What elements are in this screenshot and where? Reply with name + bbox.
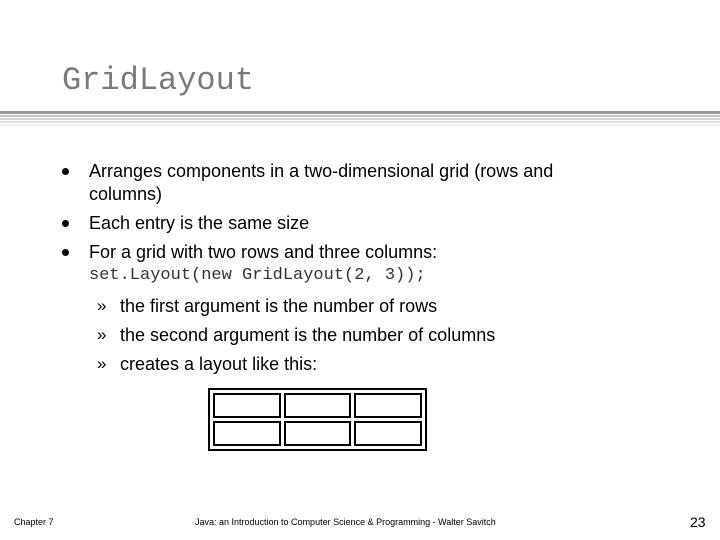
bullet-item xyxy=(62,212,622,235)
footer-book-title: Java: an Introduction to Computer Science & Programming - Walter Savitch xyxy=(195,517,496,527)
bullet-list xyxy=(62,160,622,293)
footer-chapter: Chapter 7 xyxy=(14,517,54,527)
page-number: 23 xyxy=(690,514,706,530)
sub-bullet-item xyxy=(97,350,657,378)
bullet-text: Each entry is the same size xyxy=(89,213,310,233)
sub-bullet-list xyxy=(97,292,657,379)
sub-bullet-item xyxy=(97,292,657,320)
bullet-item xyxy=(62,241,622,287)
sub-bullet-text: creates a layout like this: xyxy=(120,354,318,374)
chevron-right-icon: » xyxy=(97,325,107,344)
grid-layout-diagram xyxy=(208,388,427,451)
title-underline xyxy=(0,111,720,128)
chevron-right-icon: » xyxy=(97,354,107,373)
bullet-dot-icon xyxy=(62,220,69,227)
grid-cell xyxy=(354,393,422,418)
grid-cell xyxy=(284,393,352,418)
grid-cell xyxy=(284,421,352,446)
slide-title: GridLayout xyxy=(62,62,255,99)
grid-cell xyxy=(213,421,281,446)
code-snippet: set.Layout(new GridLayout(2, 3)); xyxy=(89,266,426,285)
sub-bullet-text: the first argument is the number of rows xyxy=(120,296,438,316)
bullet-text: Arranges components in a two-dimensional grid (rows and columns) xyxy=(89,161,554,204)
chevron-right-icon: » xyxy=(97,296,107,315)
bullet-dot-icon xyxy=(62,168,69,175)
bullet-text: For a grid with two rows and three columns: xyxy=(89,242,438,262)
bullet-item xyxy=(62,160,622,206)
grid-cell xyxy=(213,393,281,418)
bullet-dot-icon xyxy=(62,249,69,256)
sub-bullet-text: the second argument is the number of columns xyxy=(120,325,496,345)
sub-bullet-item xyxy=(97,321,657,349)
grid-cell xyxy=(354,421,422,446)
